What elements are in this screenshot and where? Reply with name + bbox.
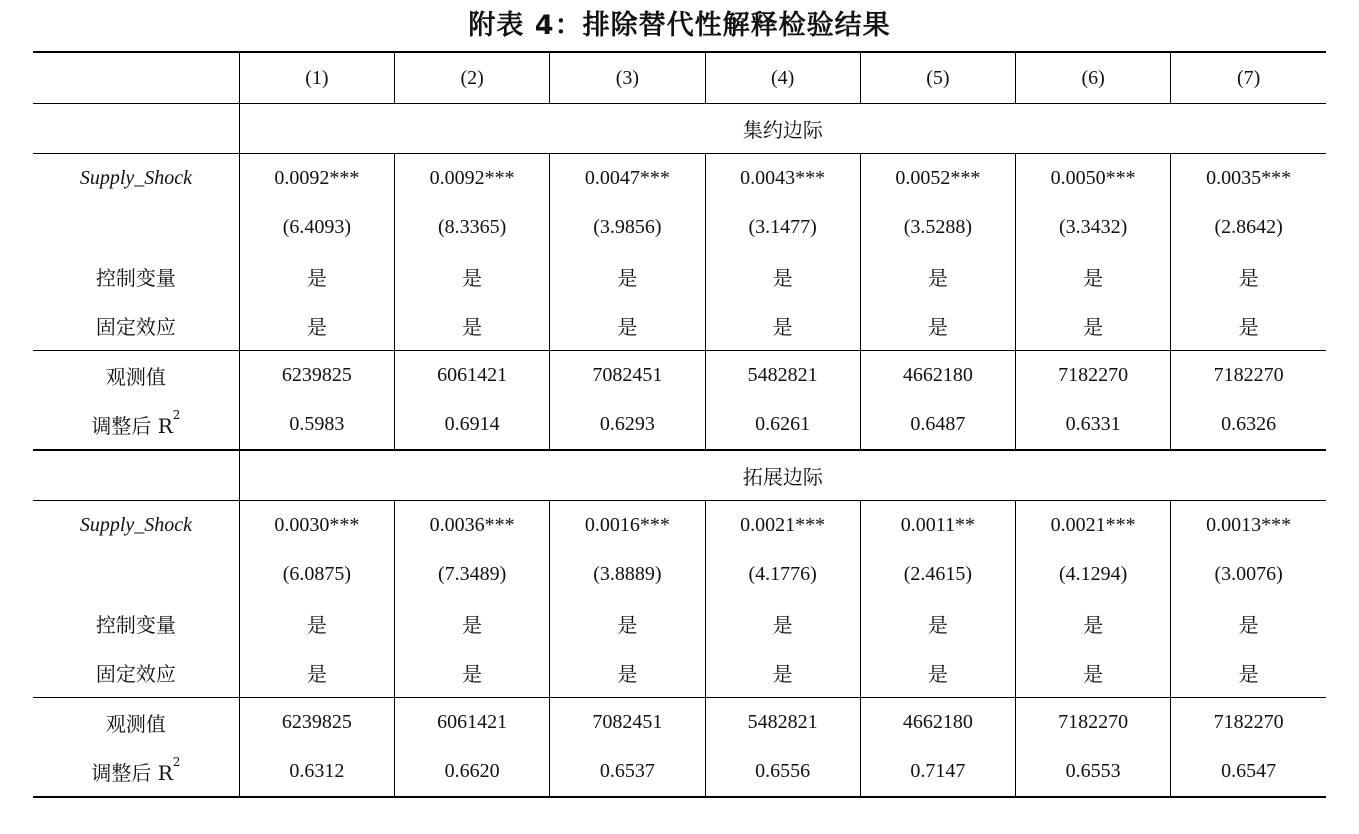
value-cell: 是: [1015, 252, 1170, 301]
section-row: [33, 104, 1326, 154]
value-cell: (3.8889): [550, 550, 705, 599]
value-cell: 0.0050***: [1015, 154, 1170, 204]
value-cell: 6239825: [239, 698, 394, 748]
value-cell: (3.5288): [860, 203, 1015, 252]
results-table: [33, 51, 1326, 798]
value-cell: 是: [860, 301, 1015, 351]
row-label: 固定效应: [95, 315, 176, 339]
superscript: 2: [172, 408, 181, 422]
value-cell: 0.0036***: [395, 501, 550, 551]
column-header: (7): [1171, 52, 1326, 104]
value-cell: 7182270: [1171, 351, 1326, 401]
value-cell: 0.0047***: [550, 154, 705, 204]
value-cell: 5482821: [705, 698, 860, 748]
value-cell: 是: [1015, 648, 1170, 698]
value-cell: 是: [1171, 252, 1326, 301]
value-cell: 是: [1171, 301, 1326, 351]
value-cell: 6061421: [395, 351, 550, 401]
value-cell: 是: [705, 599, 860, 648]
row-label-text: 调整后 R: [91, 414, 173, 438]
value-cell: 是: [1171, 648, 1326, 698]
value-cell: 0.0092***: [395, 154, 550, 204]
value-cell: 是: [395, 301, 550, 351]
value-cell: 0.6620: [395, 747, 550, 797]
section-label: 拓展边际: [239, 450, 1326, 501]
value-cell: 0.5983: [239, 400, 394, 450]
value-cell: 0.0092***: [239, 154, 394, 204]
adj-r2-row: [33, 747, 1326, 797]
value-cell: 7182270: [1015, 698, 1170, 748]
value-cell: 是: [395, 599, 550, 648]
value-cell: 4662180: [860, 698, 1015, 748]
value-cell: 是: [550, 301, 705, 351]
value-cell: 0.6293: [550, 400, 705, 450]
value-cell: 0.6547: [1171, 747, 1326, 797]
row-label: Supply_Shock: [33, 154, 239, 204]
t-stat-row: [33, 550, 1326, 599]
value-cell: (8.3365): [395, 203, 550, 252]
column-header: (5): [860, 52, 1015, 104]
fixed-effects-row: [33, 301, 1326, 351]
value-cell: 是: [550, 648, 705, 698]
adj-r2-row: [33, 400, 1326, 450]
value-cell: 0.0035***: [1171, 154, 1326, 204]
row-label: [33, 747, 239, 797]
value-cell: 0.0043***: [705, 154, 860, 204]
value-cell: 4662180: [860, 351, 1015, 401]
value-cell: (4.1776): [705, 550, 860, 599]
value-cell: 是: [1015, 599, 1170, 648]
value-cell: 0.0011**: [860, 501, 1015, 551]
column-header: (6): [1015, 52, 1170, 104]
row-label: 控制变量: [95, 266, 176, 290]
value-cell: 6239825: [239, 351, 394, 401]
value-cell: 是: [705, 301, 860, 351]
column-header: (1): [239, 52, 394, 104]
column-header: (2): [395, 52, 550, 104]
value-cell: 是: [705, 252, 860, 301]
header-stub-cell: [33, 52, 239, 104]
section-label: 集约边际: [239, 104, 1326, 154]
control-row: [33, 599, 1326, 648]
section-stub-cell: [33, 450, 239, 501]
value-cell: 0.6553: [1015, 747, 1170, 797]
value-cell: 7082451: [550, 351, 705, 401]
observations-row: [33, 351, 1326, 401]
value-cell: 是: [239, 252, 394, 301]
row-label: 固定效应: [95, 662, 176, 686]
value-cell: 是: [239, 599, 394, 648]
value-cell: (3.9856): [550, 203, 705, 252]
section-row: [33, 450, 1326, 501]
value-cell: (4.1294): [1015, 550, 1170, 599]
row-label-empty: [33, 203, 239, 252]
value-cell: 是: [239, 301, 394, 351]
value-cell: (6.4093): [239, 203, 394, 252]
value-cell: 0.6331: [1015, 400, 1170, 450]
value-cell: (3.3432): [1015, 203, 1170, 252]
t-stat-row: [33, 203, 1326, 252]
value-cell: 0.0030***: [239, 501, 394, 551]
value-cell: 是: [1015, 301, 1170, 351]
row-label-text: 调整后 R: [91, 761, 173, 785]
superscript: 2: [172, 755, 181, 769]
value-cell: 是: [550, 252, 705, 301]
value-cell: (3.0076): [1171, 550, 1326, 599]
header-row: [33, 52, 1326, 104]
table-title: 附表 4：排除替代性解释检验结果: [468, 10, 891, 41]
value-cell: 是: [860, 252, 1015, 301]
value-cell: (7.3489): [395, 550, 550, 599]
value-cell: 0.6312: [239, 747, 394, 797]
results-table-body: [33, 52, 1326, 797]
value-cell: 0.0021***: [705, 501, 860, 551]
value-cell: 0.0021***: [1015, 501, 1170, 551]
observations-row: [33, 698, 1326, 748]
row-label: 控制变量: [95, 613, 176, 637]
column-header: (4): [705, 52, 860, 104]
value-cell: 0.6326: [1171, 400, 1326, 450]
value-cell: 是: [1171, 599, 1326, 648]
fixed-effects-row: [33, 648, 1326, 698]
value-cell: 是: [239, 648, 394, 698]
value-cell: 0.6487: [860, 400, 1015, 450]
value-cell: (3.1477): [705, 203, 860, 252]
value-cell: 0.6261: [705, 400, 860, 450]
value-cell: (2.4615): [860, 550, 1015, 599]
value-cell: 7182270: [1171, 698, 1326, 748]
row-label: [33, 400, 239, 450]
value-cell: 5482821: [705, 351, 860, 401]
section-stub-cell: [33, 104, 239, 154]
control-row: [33, 252, 1326, 301]
value-cell: 7182270: [1015, 351, 1170, 401]
value-cell: 是: [705, 648, 860, 698]
value-cell: 6061421: [395, 698, 550, 748]
value-cell: 0.6537: [550, 747, 705, 797]
value-cell: 0.6556: [705, 747, 860, 797]
value-cell: 是: [395, 648, 550, 698]
value-cell: 是: [395, 252, 550, 301]
value-cell: 是: [860, 648, 1015, 698]
row-label: 观测值: [33, 351, 239, 401]
value-cell: 0.6914: [395, 400, 550, 450]
value-cell: 0.0013***: [1171, 501, 1326, 551]
coef-row: [33, 154, 1326, 204]
row-label: Supply_Shock: [33, 501, 239, 551]
column-header: (3): [550, 52, 705, 104]
value-cell: (2.8642): [1171, 203, 1326, 252]
row-label-empty: [33, 550, 239, 599]
value-cell: 是: [860, 599, 1015, 648]
value-cell: 是: [550, 599, 705, 648]
value-cell: 7082451: [550, 698, 705, 748]
value-cell: 0.7147: [860, 747, 1015, 797]
value-cell: 0.0052***: [860, 154, 1015, 204]
value-cell: 0.0016***: [550, 501, 705, 551]
coef-row: [33, 501, 1326, 551]
row-label: 观测值: [33, 698, 239, 748]
value-cell: (6.0875): [239, 550, 394, 599]
